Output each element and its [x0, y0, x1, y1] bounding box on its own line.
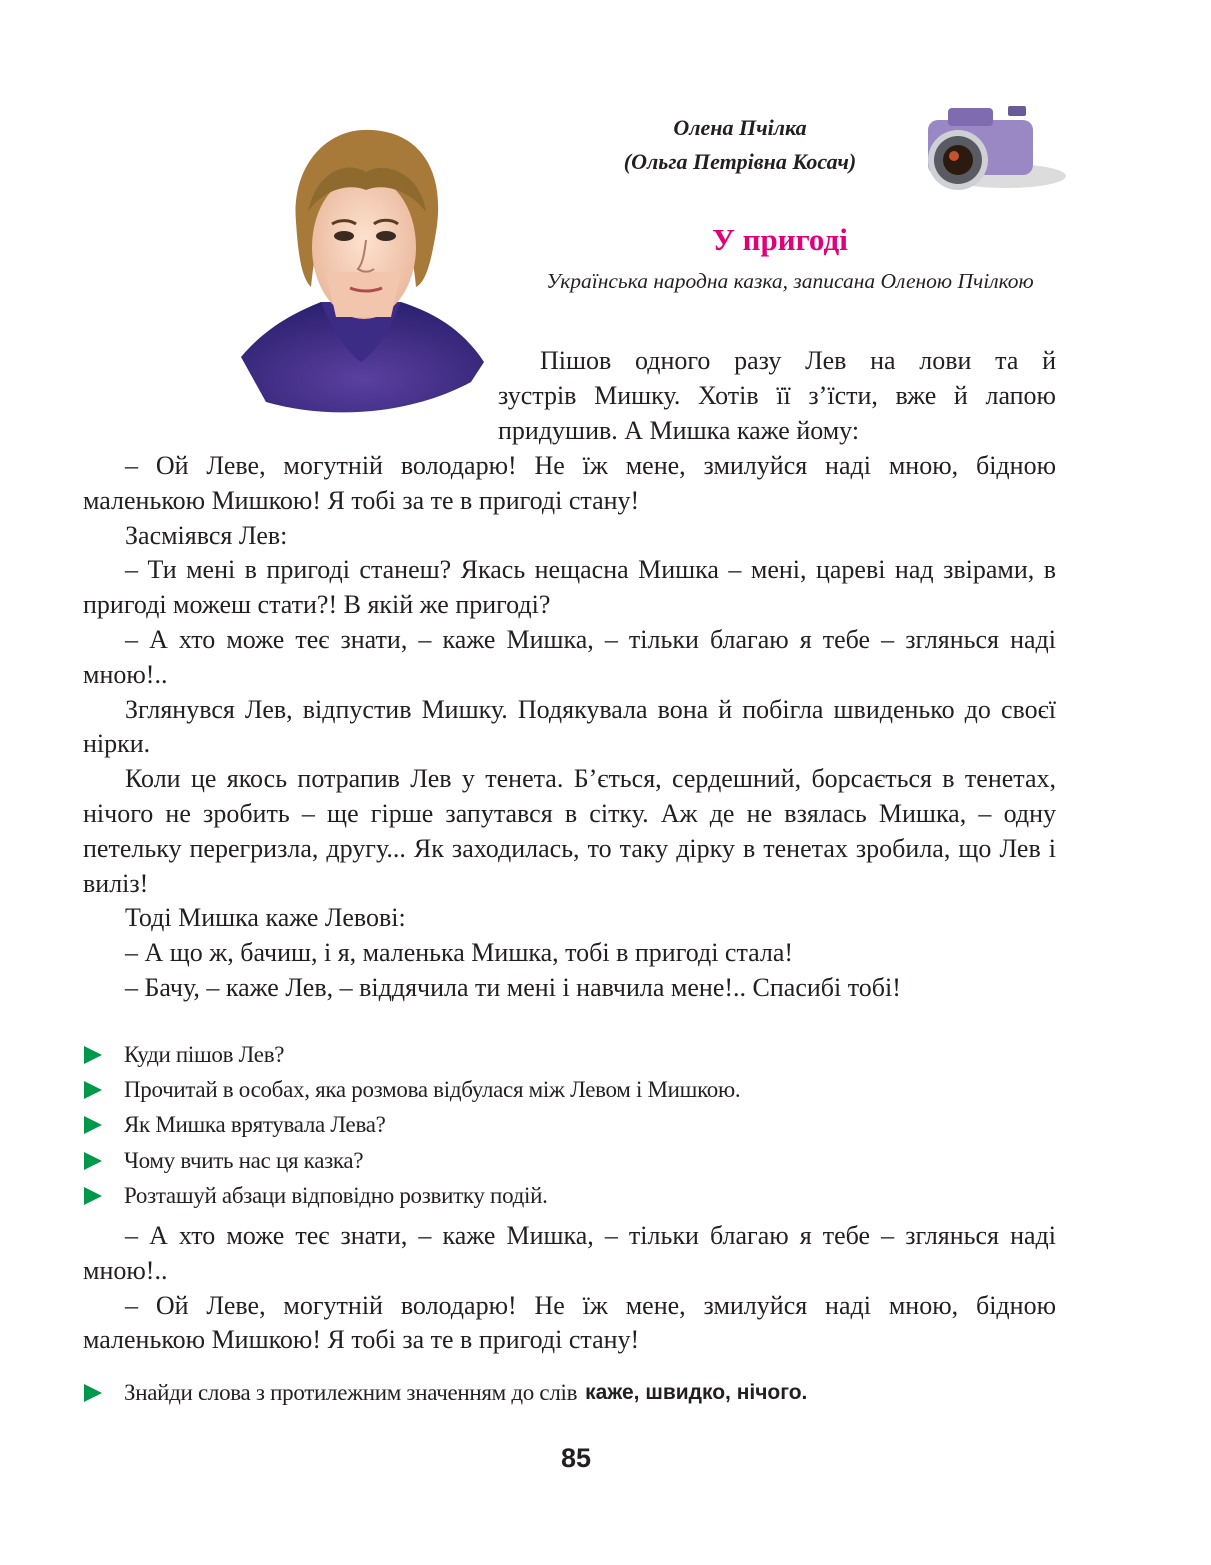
author-name: Олена Пчілка [673, 115, 807, 140]
paragraph: Коли це якось потрапив Лев у тенета. Б’ється, сердешний, борсається в тенетах, нічого не зробить – ще гірше запутався в сітку. Аж де не взялась Мишка, – одну петельку перегризла, другу... Як заходилась, то таку дірку в тенетах зробила, що Лев і виліз! [83, 764, 1056, 898]
story-body [83, 449, 1056, 1006]
author-real-name: (Ольга Петрівна Косач) [623, 149, 857, 174]
paragraph: Тоді Мишка каже Левові: [125, 903, 406, 933]
paragraph: – Бачу, – каже Лев, – віддячила ти мені і навчила мене!.. Спасибі тобі! [125, 972, 901, 1002]
story-intro [498, 344, 1056, 448]
page-number: 85 [560, 1443, 592, 1473]
paragraph: – А хто може теє знати, – каже Мишка, – тільки благаю я тебе – зглянься наді мною!.. [83, 1221, 1056, 1285]
author-portrait [236, 112, 486, 422]
question-item: Розташуй абзаци відповідно розвитку подій. [84, 1178, 1064, 1213]
task-text: Знайди слова з протилежним значенням до слів [124, 1380, 578, 1405]
camera-icon [918, 98, 1068, 198]
question-item: Куди пішов Лев? [84, 1037, 1064, 1072]
triangle-bullet-icon [84, 1187, 102, 1205]
triangle-bullet-icon [84, 1046, 102, 1064]
task-words: каже, швидко, нічого. [585, 1381, 808, 1404]
triangle-bullet-icon [84, 1081, 102, 1099]
triangle-bullet-icon [84, 1152, 102, 1170]
paragraph: – А хто може теє знати, – каже Мишка, – тільки благаю я тебе – зглянься наді мною!.. [83, 624, 1056, 689]
shuffled-paragraphs [83, 1219, 1056, 1358]
question-item: Чому вчить нас ця казка? [84, 1143, 1064, 1178]
paragraph: – Ти мені в пригоді станеш? Якась нещасна Мишка – мені, цареві над звірами, в пригоді можеш стати?! В якій же пригоді? [83, 555, 1056, 620]
paragraph: – Ой Леве, могутній володарю! Не їж мене, змилуйся наді мною, бідною маленькою Мишкою! Я тобі за те в пригоді стану! [83, 451, 1056, 515]
question-item: Прочитай в особах, яка розмова відбулася між Левом і Мишкою. [84, 1072, 1064, 1107]
questions-list [84, 1037, 1064, 1213]
triangle-bullet-icon [84, 1384, 102, 1402]
task-item [84, 1380, 807, 1406]
paragraph: – Ой Леве, могутній володарю! Не їж мене, змилуйся наді мною, бідною маленькою Мишкою! Я тобі за те в пригоді стану! [83, 1290, 1056, 1355]
paragraph: Засміявся Лев: [125, 520, 288, 550]
question-item: Як Мишка врятувала Лева? [84, 1108, 1064, 1143]
intro-line-1: Пішов одного разу Лев на лови та й [540, 346, 1056, 375]
story-subtitle: Українська народна казка, записана Оленою Пчілкою [546, 269, 1034, 293]
paragraph: – А що ж, бачиш, і я, маленька Мишка, тобі в пригоді стала! [125, 938, 794, 968]
story-title: У пригоді [712, 222, 848, 257]
intro-line-2: зустрів Мишку. Хотів її з’їсти, вже й лапою придушив. А Мишка каже йому: [498, 380, 1056, 445]
paragraph: Зглянувся Лев, відпустив Мишку. Подякувала вона й побігла швиденько до своєї нірки. [83, 694, 1056, 759]
triangle-bullet-icon [84, 1116, 102, 1134]
